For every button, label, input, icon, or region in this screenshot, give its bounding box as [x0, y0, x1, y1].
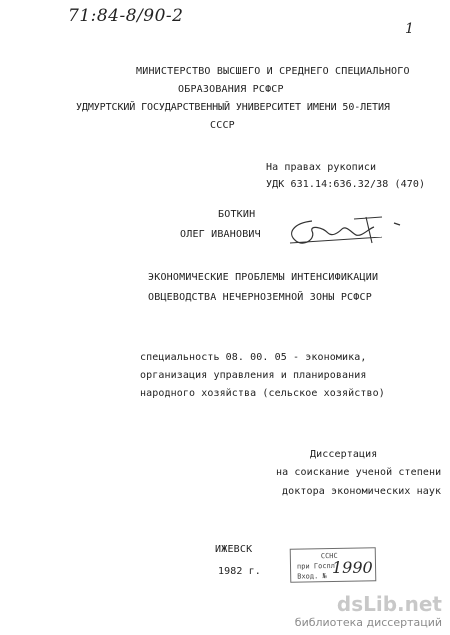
city: ИЖЕВСК — [215, 544, 253, 555]
dslib-watermark — [295, 594, 442, 629]
author-surname: БОТКИН — [218, 209, 256, 220]
stamp-line-1: ССНС — [320, 551, 338, 561]
author-signature — [282, 203, 412, 253]
page-number: 1 — [405, 21, 414, 37]
stamp-line-2: при Госпл — [296, 561, 336, 571]
header-line-4: СССР — [210, 120, 235, 131]
specialty-line-2: организация управления и планирования — [140, 370, 367, 381]
degree-line-1: Диссертация — [310, 449, 378, 460]
header-line-3: УДМУРТСКИЙ ГОСУДАРСТВЕННЫЙ УНИВЕРСИТЕТ ИМЕНИ 50-ЛЕТИЯ — [76, 102, 390, 113]
degree-line-3: доктора экономических наук — [282, 486, 442, 497]
header-line-1: МИНИСТЕРСТВО ВЫСШЕГО И СРЕДНЕГО СПЕЦИАЛЬНОГО — [136, 66, 410, 77]
stamp-handwritten-number: 1990 — [332, 558, 373, 577]
dissertation-title-line-1: ЭКОНОМИЧЕСКИЕ ПРОБЛЕМЫ ИНТЕНСИФИКАЦИИ — [148, 272, 379, 283]
year: 1982 г. — [218, 566, 261, 577]
watermark-logo: dsLib.net — [336, 592, 442, 616]
stamp-line-3: Вход. № — [297, 572, 327, 581]
udc-code: УДК 631.14:636.32/38 (470) — [266, 179, 426, 190]
author-name: ОЛЕГ ИВАНОВИЧ — [180, 229, 261, 240]
specialty-line-3: народного хозяйства (сельское хозяйство) — [140, 388, 385, 399]
specialty-line-1: специальность 08. 00. 05 - экономика, — [140, 352, 367, 363]
header-line-2: ОБРАЗОВАНИЯ РСФСР — [178, 84, 284, 95]
degree-line-2: на соискание ученой степени — [276, 467, 442, 478]
rights-label: На правах рукописи — [266, 162, 377, 173]
watermark-caption: библиотека диссертаций — [294, 616, 442, 629]
dissertation-title-line-2: ОВЦЕВОДСТВА НЕЧЕРНОЗЕМНОЙ ЗОНЫ РСФСР — [148, 292, 372, 303]
corner-handwritten-note: 71:84-8/90-2 — [68, 6, 184, 26]
